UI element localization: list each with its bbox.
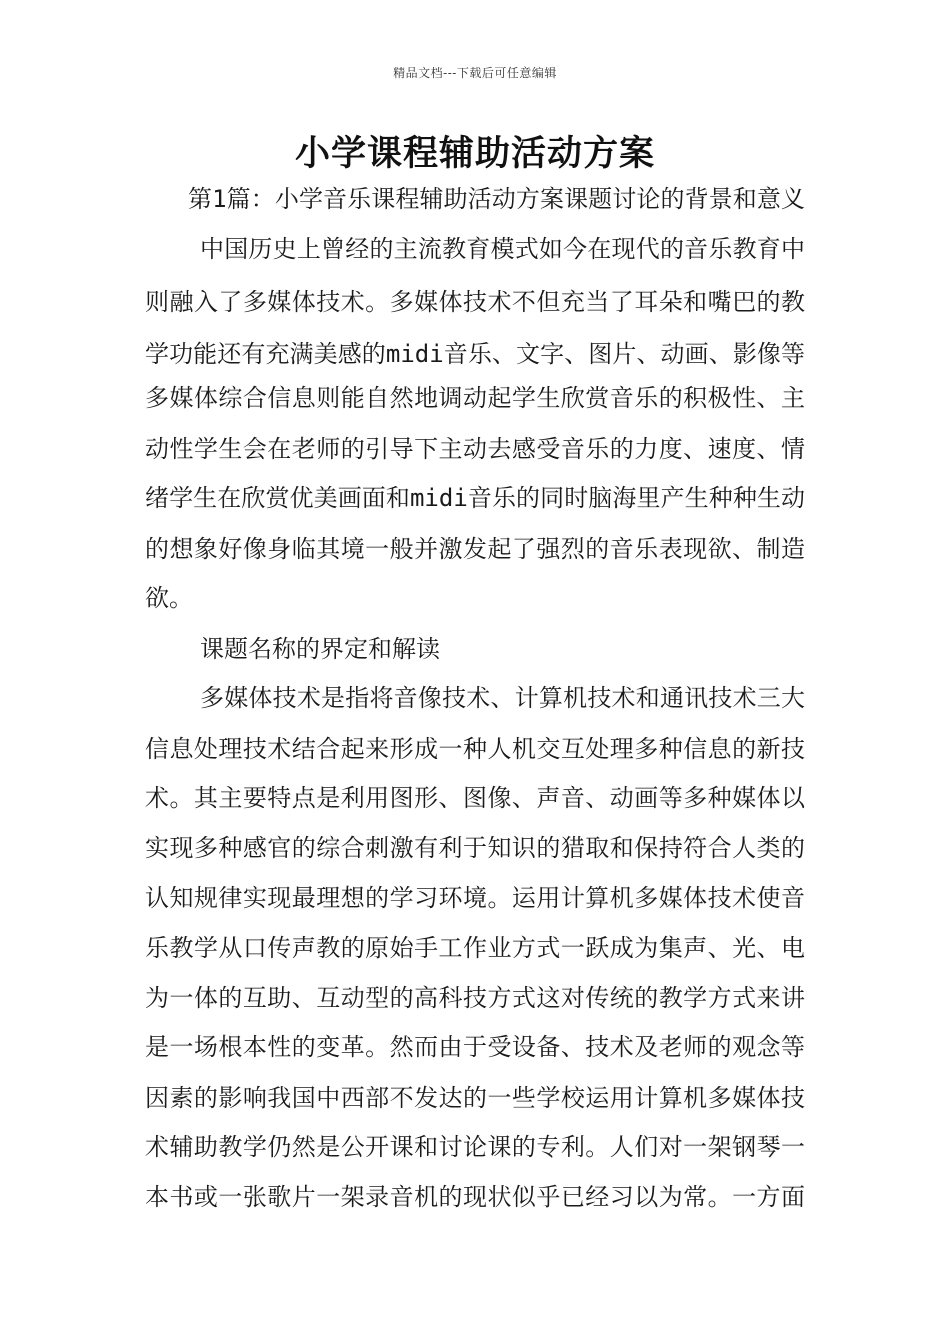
paragraph-line: 乐教学从口传声教的原始手工作业方式一跃成为集声、光、电 [145, 934, 805, 962]
paragraph-line: 多媒体综合信息则能自然地调动起学生欣赏音乐的积极性、主 [145, 384, 805, 412]
paragraph-line: 动性学生会在老师的引导下主动去感受音乐的力度、速度、情 [145, 435, 805, 463]
paragraph-line: 认知规律实现最理想的学习环境。运用计算机多媒体技术使音 [145, 884, 805, 912]
section-heading: 课题名称的界定和解读 [200, 635, 440, 663]
header-note: 精品文档---下载后可任意编辑 [393, 66, 557, 80]
paragraph-line: 绪学生在欣赏优美画面和midi音乐的同时脑海里产生种种生动 [145, 484, 805, 512]
chapter-heading: 第1篇：小学音乐课程辅助活动方案课题讨论的背景和意义 [188, 185, 805, 213]
paragraph-line: 实现多种感官的综合刺激有利于知识的猎取和保持符合人类的 [145, 834, 805, 862]
paragraph-line: 学功能还有充满美感的midi音乐、文字、图片、动画、影像等 [145, 340, 805, 368]
paragraph-line: 则融入了多媒体技术。多媒体技术不但充当了耳朵和嘴巴的教 [145, 288, 805, 316]
paragraph-line: 为一体的互助、互动型的高科技方式这对传统的教学方式来讲 [145, 984, 805, 1012]
paragraph-line: 是一场根本性的变革。然而由于受设备、技术及老师的观念等 [145, 1033, 805, 1061]
paragraph-line: 术。其主要特点是利用图形、图像、声音、动画等多种媒体以 [145, 784, 805, 812]
paragraph-line: 因素的影响我国中西部不发达的一些学校运用计算机多媒体技 [145, 1084, 805, 1112]
paragraph-line: 欲。 [145, 584, 193, 612]
paragraph-line: 信息处理技术结合起来形成一种人机交互处理多种信息的新技 [145, 735, 805, 763]
paragraph-line: 术辅助教学仍然是公开课和讨论课的专利。人们对一架钢琴一 [145, 1133, 805, 1161]
paragraph-line: 多媒体技术是指将音像技术、计算机技术和通讯技术三大 [200, 684, 805, 712]
document-title: 小学课程辅助活动方案 [294, 133, 655, 174]
paragraph-line: 中国历史上曾经的主流教育模式如今在现代的音乐教育中 [200, 235, 805, 263]
paragraph-line: 的想象好像身临其境一般并激发起了强烈的音乐表现欲、制造 [145, 535, 805, 563]
paragraph-line: 本书或一张歌片一架录音机的现状似乎已经习以为常。一方面 [145, 1183, 805, 1211]
